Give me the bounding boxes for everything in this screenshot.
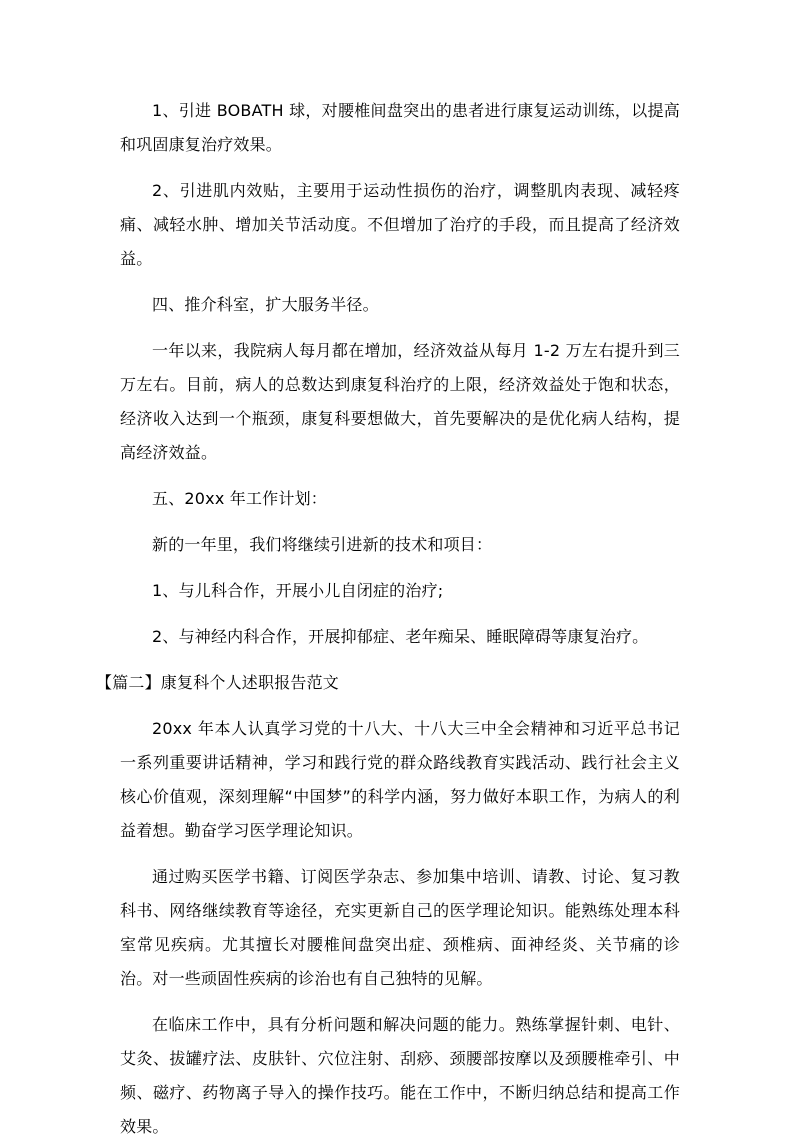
paragraph-neurology: 2、与神经内科合作，开展抑郁症、老年痴呆、睡眠障碍等康复治疗。 <box>152 627 649 646</box>
paragraph-kinesio-tape: 2、引进肌内效贴，主要用于运动性损伤的治疗，调整肌肉表现、减轻疼痛、减轻水肿、增加关节活动度。不但增加了治疗的手段，而且提高了经济效益。 <box>120 181 680 268</box>
paragraph-section-five: 五、20xx 年工作计划： <box>152 489 327 508</box>
paragraph-medical-study: 通过购买医学书籍、订阅医学杂志、参加集中培训、请教、讨论、复习教科书、网络继续教育等途径，充实更新自己的医学理论知识。能熟练处理本科室常见疾病。尤其擅长对腰椎间盘突出症、颈椎病、面神经炎、关节痛的诊治。对一些顽固性疾病的诊治也有自己独特的见解。 <box>120 867 680 988</box>
paragraph-bobath-ball: 1、引进 BOBATH 球，对腰椎间盘突出的患者进行康复运动训练，以提高和巩固康复治疗效果。 <box>120 101 680 154</box>
paragraph-section-four: 四、推介科室，扩大服务半径。 <box>152 295 379 314</box>
document-body <box>96 94 680 1144</box>
paragraph-study-party: 20xx 年本人认真学习党的十八大、十八大三中全会精神和习近平总书记一系列重要讲话精神，学习和践行党的群众路线教育实践活动、践行社会主义核心价值观，深刻理解“中国梦”的科学内涵，努力做好本职工作，为病人的利益着想。勤奋学习医学理论知识。 <box>120 719 680 840</box>
paragraph-new-year-intro: 新的一年里，我们将继续引进新的技术和项目： <box>152 535 493 554</box>
section-heading: 【篇二】康复科个人述职报告范文 <box>96 673 340 692</box>
paragraph-pediatrics: 1、与儿科合作，开展小儿自闭症的治疗; <box>152 581 444 600</box>
paragraph-clinical-work: 在临床工作中，具有分析问题和解决问题的能力。熟练掌握针刺、电针、艾灸、拔罐疗法、皮肤针、穴位注射、刮痧、颈腰部按摩以及颈腰椎牵引、中频、磁疗、药物离子导入的操作技巧。能在工作中，不断归纳总结和提高工作效果。 <box>120 1015 680 1136</box>
paragraph-patient-growth: 一年以来，我院病人每月都在增加，经济效益从每月 1-2 万左右提升到三万左右。目前，病人的总数达到康复科治疗的上限，经济效益处于饱和状态，经济收入达到一个瓶颈，康复科要想做大，首先要解决的是优化病人结构，提高经济效益。 <box>120 341 680 462</box>
